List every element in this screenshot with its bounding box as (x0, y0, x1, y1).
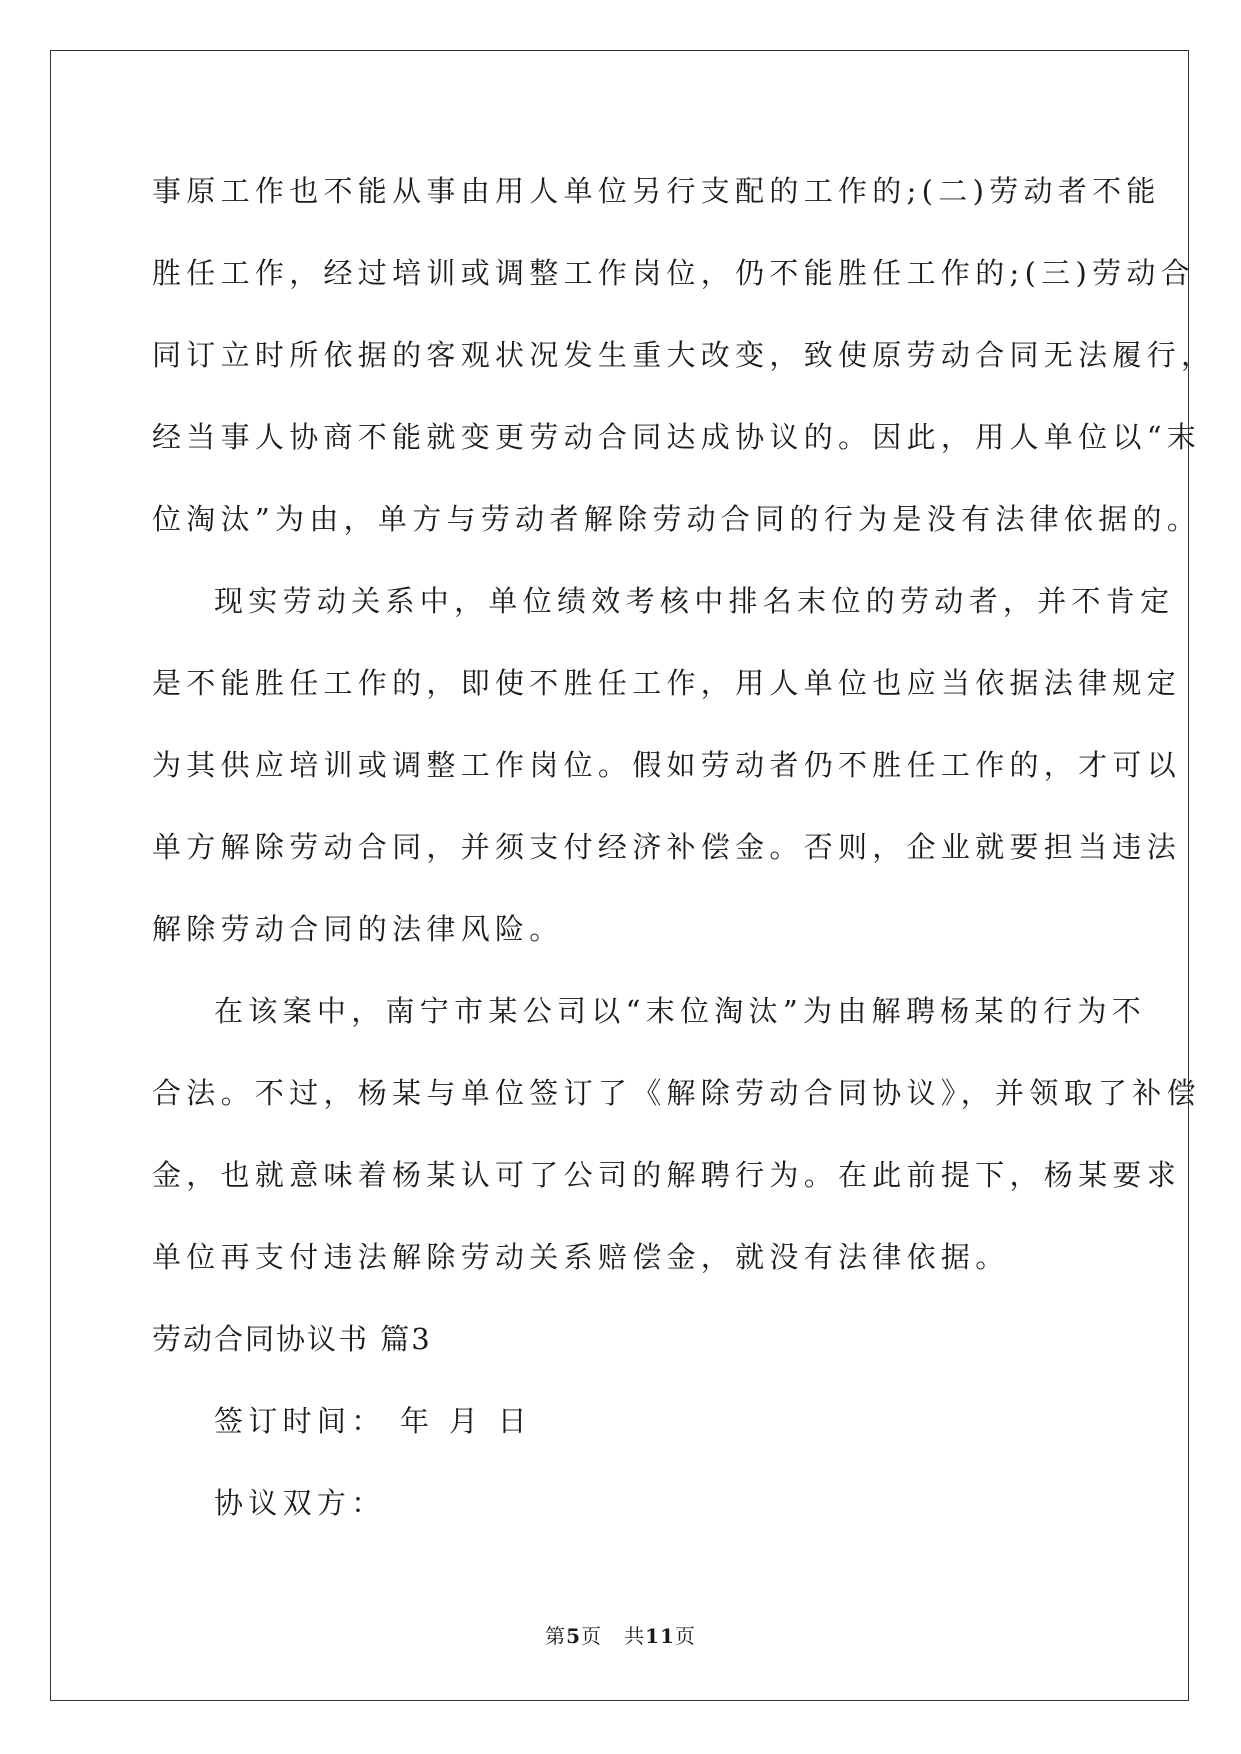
text-line: 单位再支付违法解除劳动关系赔偿金，就没有法律依据。 (152, 1240, 1010, 1274)
text-line: 位淘汰”为由，单方与劳动者解除劳动合同的行为是没有法律依据的。 (152, 502, 1202, 536)
page-prefix: 第 (545, 1624, 567, 1648)
parties-line: 协议双方： (214, 1486, 386, 1520)
text-line: 事原工作也不能从事由用人单位另行支配的工作的;(二)劳动者不能 (152, 174, 1161, 208)
signing-date-line: 签订时间： 年 月 日 (214, 1404, 532, 1438)
paragraph-start-line: 现实劳动关系中，单位绩效考核中排名末位的劳动者，并不肯定 (214, 584, 1175, 618)
text-line: 单方解除劳动合同，并须支付经济补偿金。否则，企业就要担当违法 (152, 830, 1182, 864)
total-prefix: 共 (624, 1624, 646, 1648)
text-line: 是不能胜任工作的，即使不胜任工作，用人单位也应当依据法律规定 (152, 666, 1182, 700)
text-line: 经当事人协商不能就变更劳动合同达成协议的。因此，用人单位以“末 (152, 420, 1202, 454)
text-line: 同订立时所依据的客观状况发生重大改变，致使原劳动合同无法履行， (152, 338, 1216, 372)
text-line: 金，也就意味着杨某认可了公司的解聘行为。在此前提下，杨某要求 (152, 1158, 1182, 1192)
total-pages: 11 (645, 1624, 675, 1648)
text-line: 解除劳动合同的法律风险。 (152, 912, 564, 946)
document-body (152, 158, 1216, 1552)
total-suffix: 页 (674, 1624, 696, 1648)
page-number: 5 (566, 1624, 581, 1648)
text-line: 为其供应培训或调整工作岗位。假如劳动者仍不胜任工作的，才可以 (152, 748, 1182, 782)
page-suffix: 页 (581, 1624, 602, 1648)
text-line: 胜任工作，经过培训或调整工作岗位，仍不能胜任工作的;(三)劳动合 (152, 256, 1195, 290)
section-heading: 劳动合同协议书 篇3 (152, 1322, 432, 1356)
page-footer (0, 1620, 1241, 1649)
paragraph-start-line: 在该案中，南宁市某公司以“末位淘汰”为由解聘杨某的行为不 (214, 994, 1147, 1028)
text-line: 合法。不过，杨某与单位签订了《解除劳动合同协议》，并领取了补偿 (152, 1076, 1201, 1110)
